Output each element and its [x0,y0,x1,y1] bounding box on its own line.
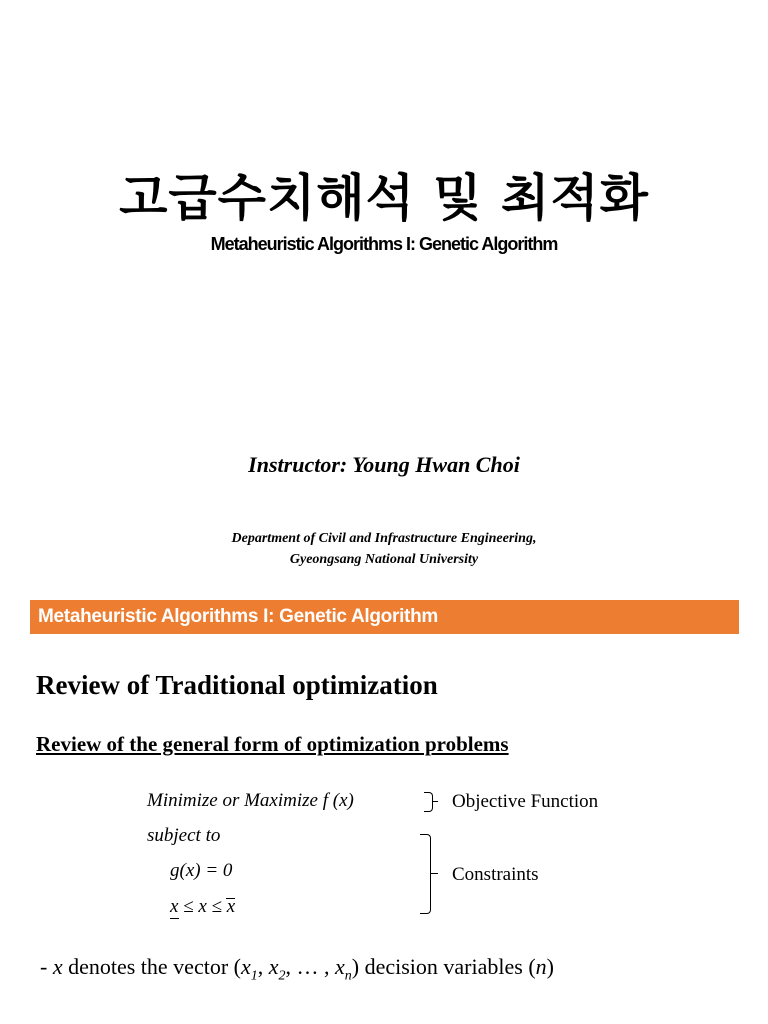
department-line-1: Department of Civil and Infrastructure Engineering, [231,531,537,546]
constraints-label: Constraints [452,864,539,885]
objective-brace-icon [424,792,433,812]
instructor-name: Instructor: Young Hwan Choi [248,452,520,477]
constraints-brace-icon [420,834,431,914]
objective-function-label: Objective Function [452,791,599,812]
banner-text: Metaheuristic Algorithms I: Genetic Algorithm [38,606,438,627]
decision-variable-bullet: - x denotes the vector ($x_1$, $x_2$, … , $x_n$) decision variables (n) [40,954,554,984]
lower-bound-underline [170,918,179,919]
slide-heading: Review of Traditional optimization [36,670,438,700]
bound-constraint-text: x ≤ x ≤ x [170,896,236,917]
slide-subheading: Review of the general form of optimization problems [36,732,509,756]
equality-constraint: g(x) = 0 [170,860,233,881]
lecture-subtitle: Metaheuristic Algorithms I: Genetic Algorithm [210,234,558,254]
bound-constraint [170,896,235,918]
slide-banner [30,600,739,634]
subject-to-text: subject to [147,825,221,846]
department [0,528,768,570]
department-line-2: Gyeongsang National University [289,552,479,567]
constraints-brace-tick [430,873,438,874]
objective-brace-tick [432,801,438,802]
course-title-korean: 고급수치해석 및 최적화 [119,169,649,227]
objective-formula: Minimize or Maximize f (x) [147,790,354,811]
upper-bound-overline [226,898,235,899]
